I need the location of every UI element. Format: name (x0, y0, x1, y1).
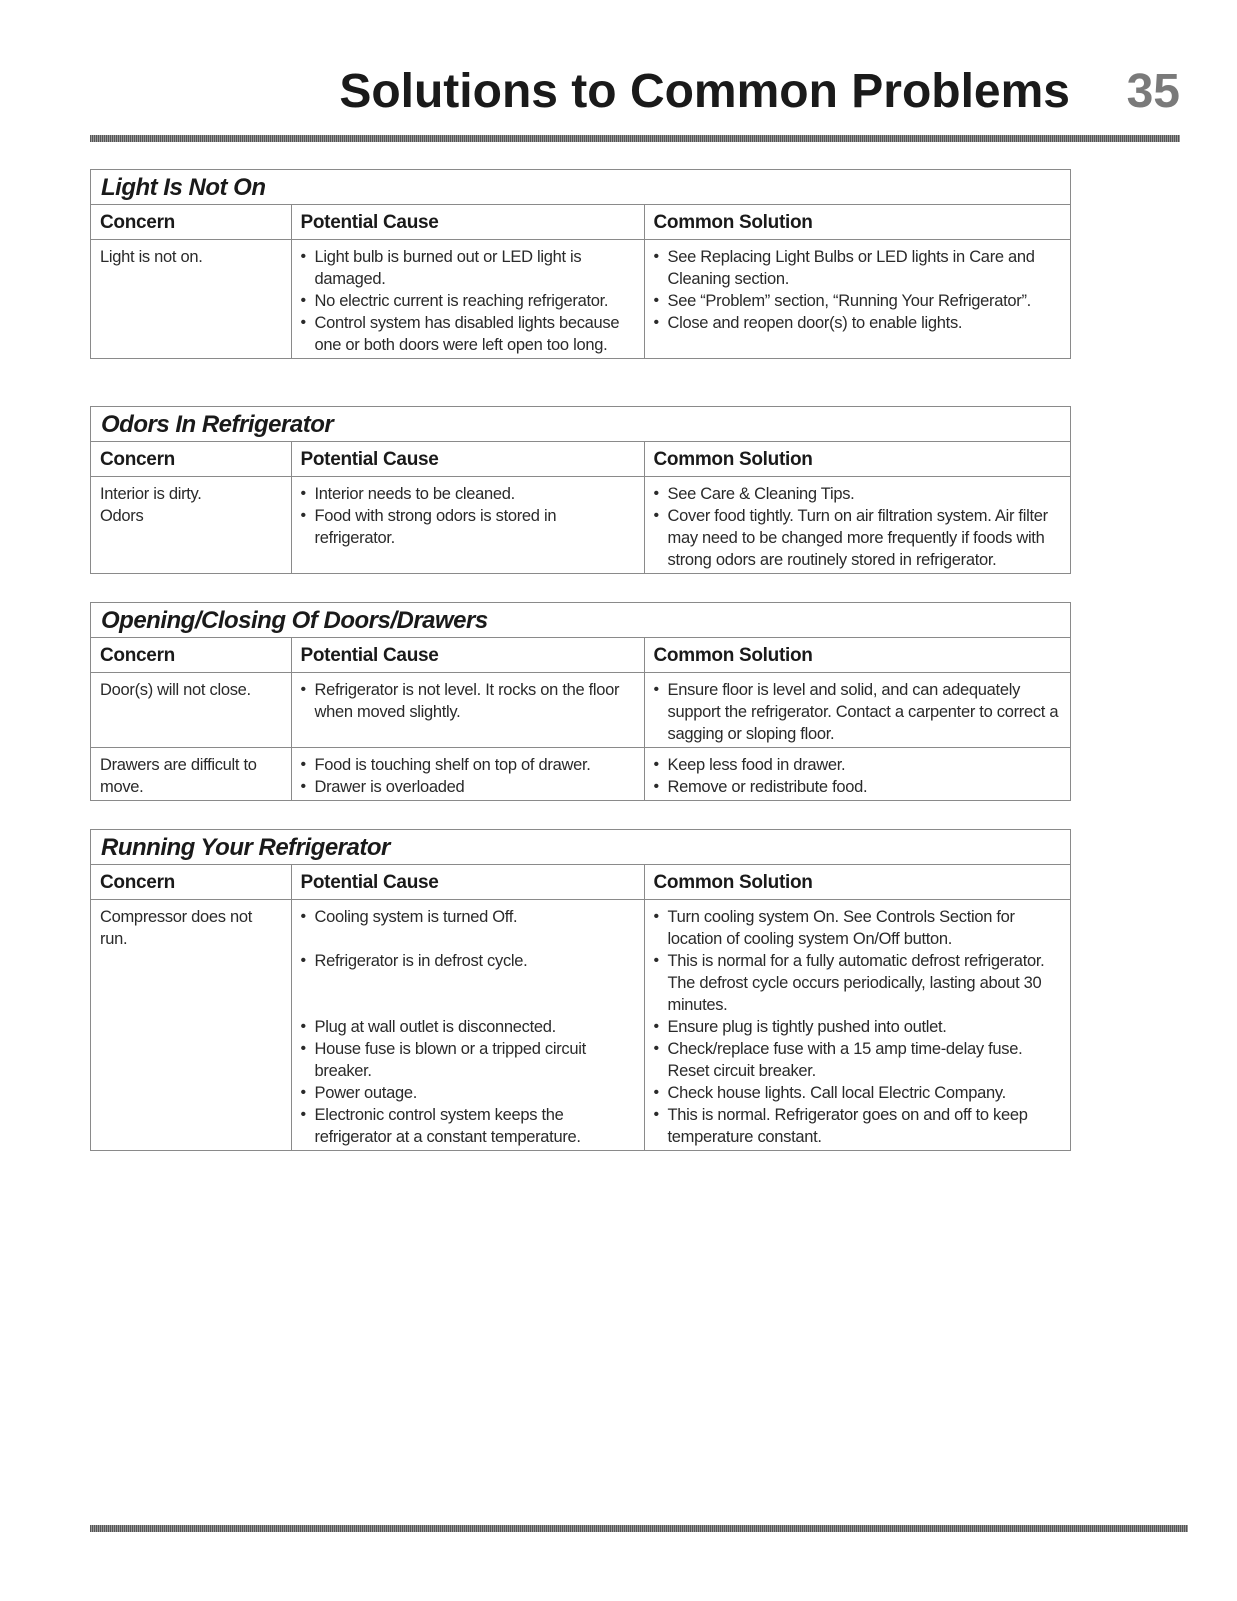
solution-list (654, 246, 1062, 334)
footer-rule (90, 1525, 1188, 1532)
concern-cell (91, 477, 291, 574)
solution-item: • Keep less food in drawer. (654, 754, 1062, 776)
solution-cell (644, 748, 1070, 801)
troubleshooting-table (91, 865, 1070, 1150)
concern-text: Drawers are difficult to move. (100, 756, 257, 796)
solution-item: • This is normal for a fully automatic defrost refrigerator. The defrost cycle occurs periodically, lasting about 30 minutes. (654, 950, 1062, 1016)
cause-item: • No electric current is reaching refrigerator. (301, 290, 635, 312)
cause-item: • House fuse is blown or a tripped circuit breaker. (301, 1038, 635, 1082)
solution-item: • Ensure plug is tightly pushed into outlet. (654, 1016, 1062, 1038)
section-title: Opening/Closing Of Doors/Drawers (91, 603, 1070, 638)
concern-header: Concern (91, 442, 291, 477)
concern-header: Concern (91, 638, 291, 673)
solution-item: • Remove or redistribute food. (654, 776, 1062, 798)
table-header-row (91, 638, 1070, 673)
cause-item: • Cooling system is turned Off. (301, 906, 635, 928)
solution-list (654, 754, 1062, 798)
solution-list (654, 906, 1062, 1148)
section-doors-drawers (90, 602, 1071, 801)
cause-item: • Drawer is overloaded (301, 776, 635, 798)
solution-cell (644, 240, 1070, 359)
solution-item: • See “Problem” section, “Running Your Refrigerator”. (654, 290, 1062, 312)
cause-item: • Electronic control system keeps the refrigerator at a constant temperature. (301, 1104, 635, 1148)
cause-list (301, 483, 635, 549)
concern-cell (91, 673, 291, 748)
cause-item: • Plug at wall outlet is disconnected. (301, 1016, 635, 1038)
cause-list (301, 246, 635, 356)
table-row (91, 240, 1070, 359)
section-odors (90, 406, 1071, 574)
cause-cell (291, 748, 644, 801)
concern-text: Interior is dirty. (100, 485, 202, 503)
table-header-row (91, 442, 1070, 477)
page-number: 35 (1126, 65, 1180, 118)
header-rule (90, 135, 1180, 142)
solution-item: • See Care & Cleaning Tips. (654, 483, 1062, 505)
table-header-row (91, 865, 1070, 900)
table-row (91, 748, 1070, 801)
section-title: Light Is Not On (91, 170, 1070, 205)
solution-header: Common Solution (644, 442, 1070, 477)
cause-header: Potential Cause (291, 205, 644, 240)
section-title: Odors In Refrigerator (91, 407, 1070, 442)
cause-item: • Refrigerator is in defrost cycle. (301, 950, 635, 972)
cause-list (301, 906, 635, 1148)
cause-cell (291, 900, 644, 1151)
solution-header: Common Solution (644, 865, 1070, 900)
cause-item: • Interior needs to be cleaned. (301, 483, 635, 505)
solution-item: • Ensure floor is level and solid, and can adequately support the refrigerator. Contact a carpenter to correct a sagging or sloping floor. (654, 679, 1062, 745)
section-title: Running Your Refrigerator (91, 830, 1070, 865)
table-row (91, 900, 1070, 1151)
solution-item: • Turn cooling system On. See Controls Section for location of cooling system On/Off button. (654, 906, 1062, 950)
cause-item: • Power outage. (301, 1082, 635, 1104)
concern-text: Odors (100, 507, 144, 525)
solution-cell (644, 477, 1070, 574)
cause-header: Potential Cause (291, 865, 644, 900)
cause-item: • Refrigerator is not level. It rocks on the floor when moved slightly. (301, 679, 635, 723)
concern-cell (91, 748, 291, 801)
concern-text: Door(s) will not close. (100, 681, 251, 699)
concern-cell (91, 240, 291, 359)
concern-text: Light is not on. (100, 248, 203, 266)
cause-list (301, 754, 635, 798)
cause-item: • Food with strong odors is stored in refrigerator. (301, 505, 635, 549)
troubleshooting-table (91, 442, 1070, 573)
solution-cell (644, 900, 1070, 1151)
table-row (91, 673, 1070, 748)
solution-item: • Check/replace fuse with a 15 amp time-delay fuse. Reset circuit breaker. (654, 1038, 1062, 1082)
solution-item: • Cover food tightly. Turn on air filtration system. Air filter may need to be changed more frequently if foods with strong odors are routinely stored in refrigerator. (654, 505, 1062, 571)
cause-cell (291, 477, 644, 574)
cause-item: • Light bulb is burned out or LED light is damaged. (301, 246, 635, 290)
section-running (90, 829, 1071, 1151)
concern-cell (91, 900, 291, 1151)
cause-list (301, 679, 635, 723)
solution-list (654, 483, 1062, 571)
solution-item: • This is normal. Refrigerator goes on and off to keep temperature constant. (654, 1104, 1062, 1148)
solution-item: • Close and reopen door(s) to enable lights. (654, 312, 1062, 334)
table-row (91, 477, 1070, 574)
table-header-row (91, 205, 1070, 240)
section-light-not-on (90, 169, 1071, 359)
page-header (90, 62, 1180, 122)
solution-cell (644, 673, 1070, 748)
solution-header: Common Solution (644, 205, 1070, 240)
concern-header: Concern (91, 205, 291, 240)
cause-item: • Food is touching shelf on top of drawer. (301, 754, 635, 776)
concern-header: Concern (91, 865, 291, 900)
cause-header: Potential Cause (291, 442, 644, 477)
troubleshooting-table (91, 638, 1070, 800)
solution-header: Common Solution (644, 638, 1070, 673)
cause-item: • Control system has disabled lights because one or both doors were left open too long. (301, 312, 635, 356)
troubleshooting-table (91, 205, 1070, 358)
cause-cell (291, 673, 644, 748)
cause-cell (291, 240, 644, 359)
concern-text: Compressor does not run. (100, 908, 253, 948)
solution-item: • Check house lights. Call local Electric Company. (654, 1082, 1062, 1104)
cause-header: Potential Cause (291, 638, 644, 673)
solution-list (654, 679, 1062, 745)
solution-item: • See Replacing Light Bulbs or LED lights in Care and Cleaning section. (654, 246, 1062, 290)
page-title: Solutions to Common Problems (339, 65, 1070, 118)
